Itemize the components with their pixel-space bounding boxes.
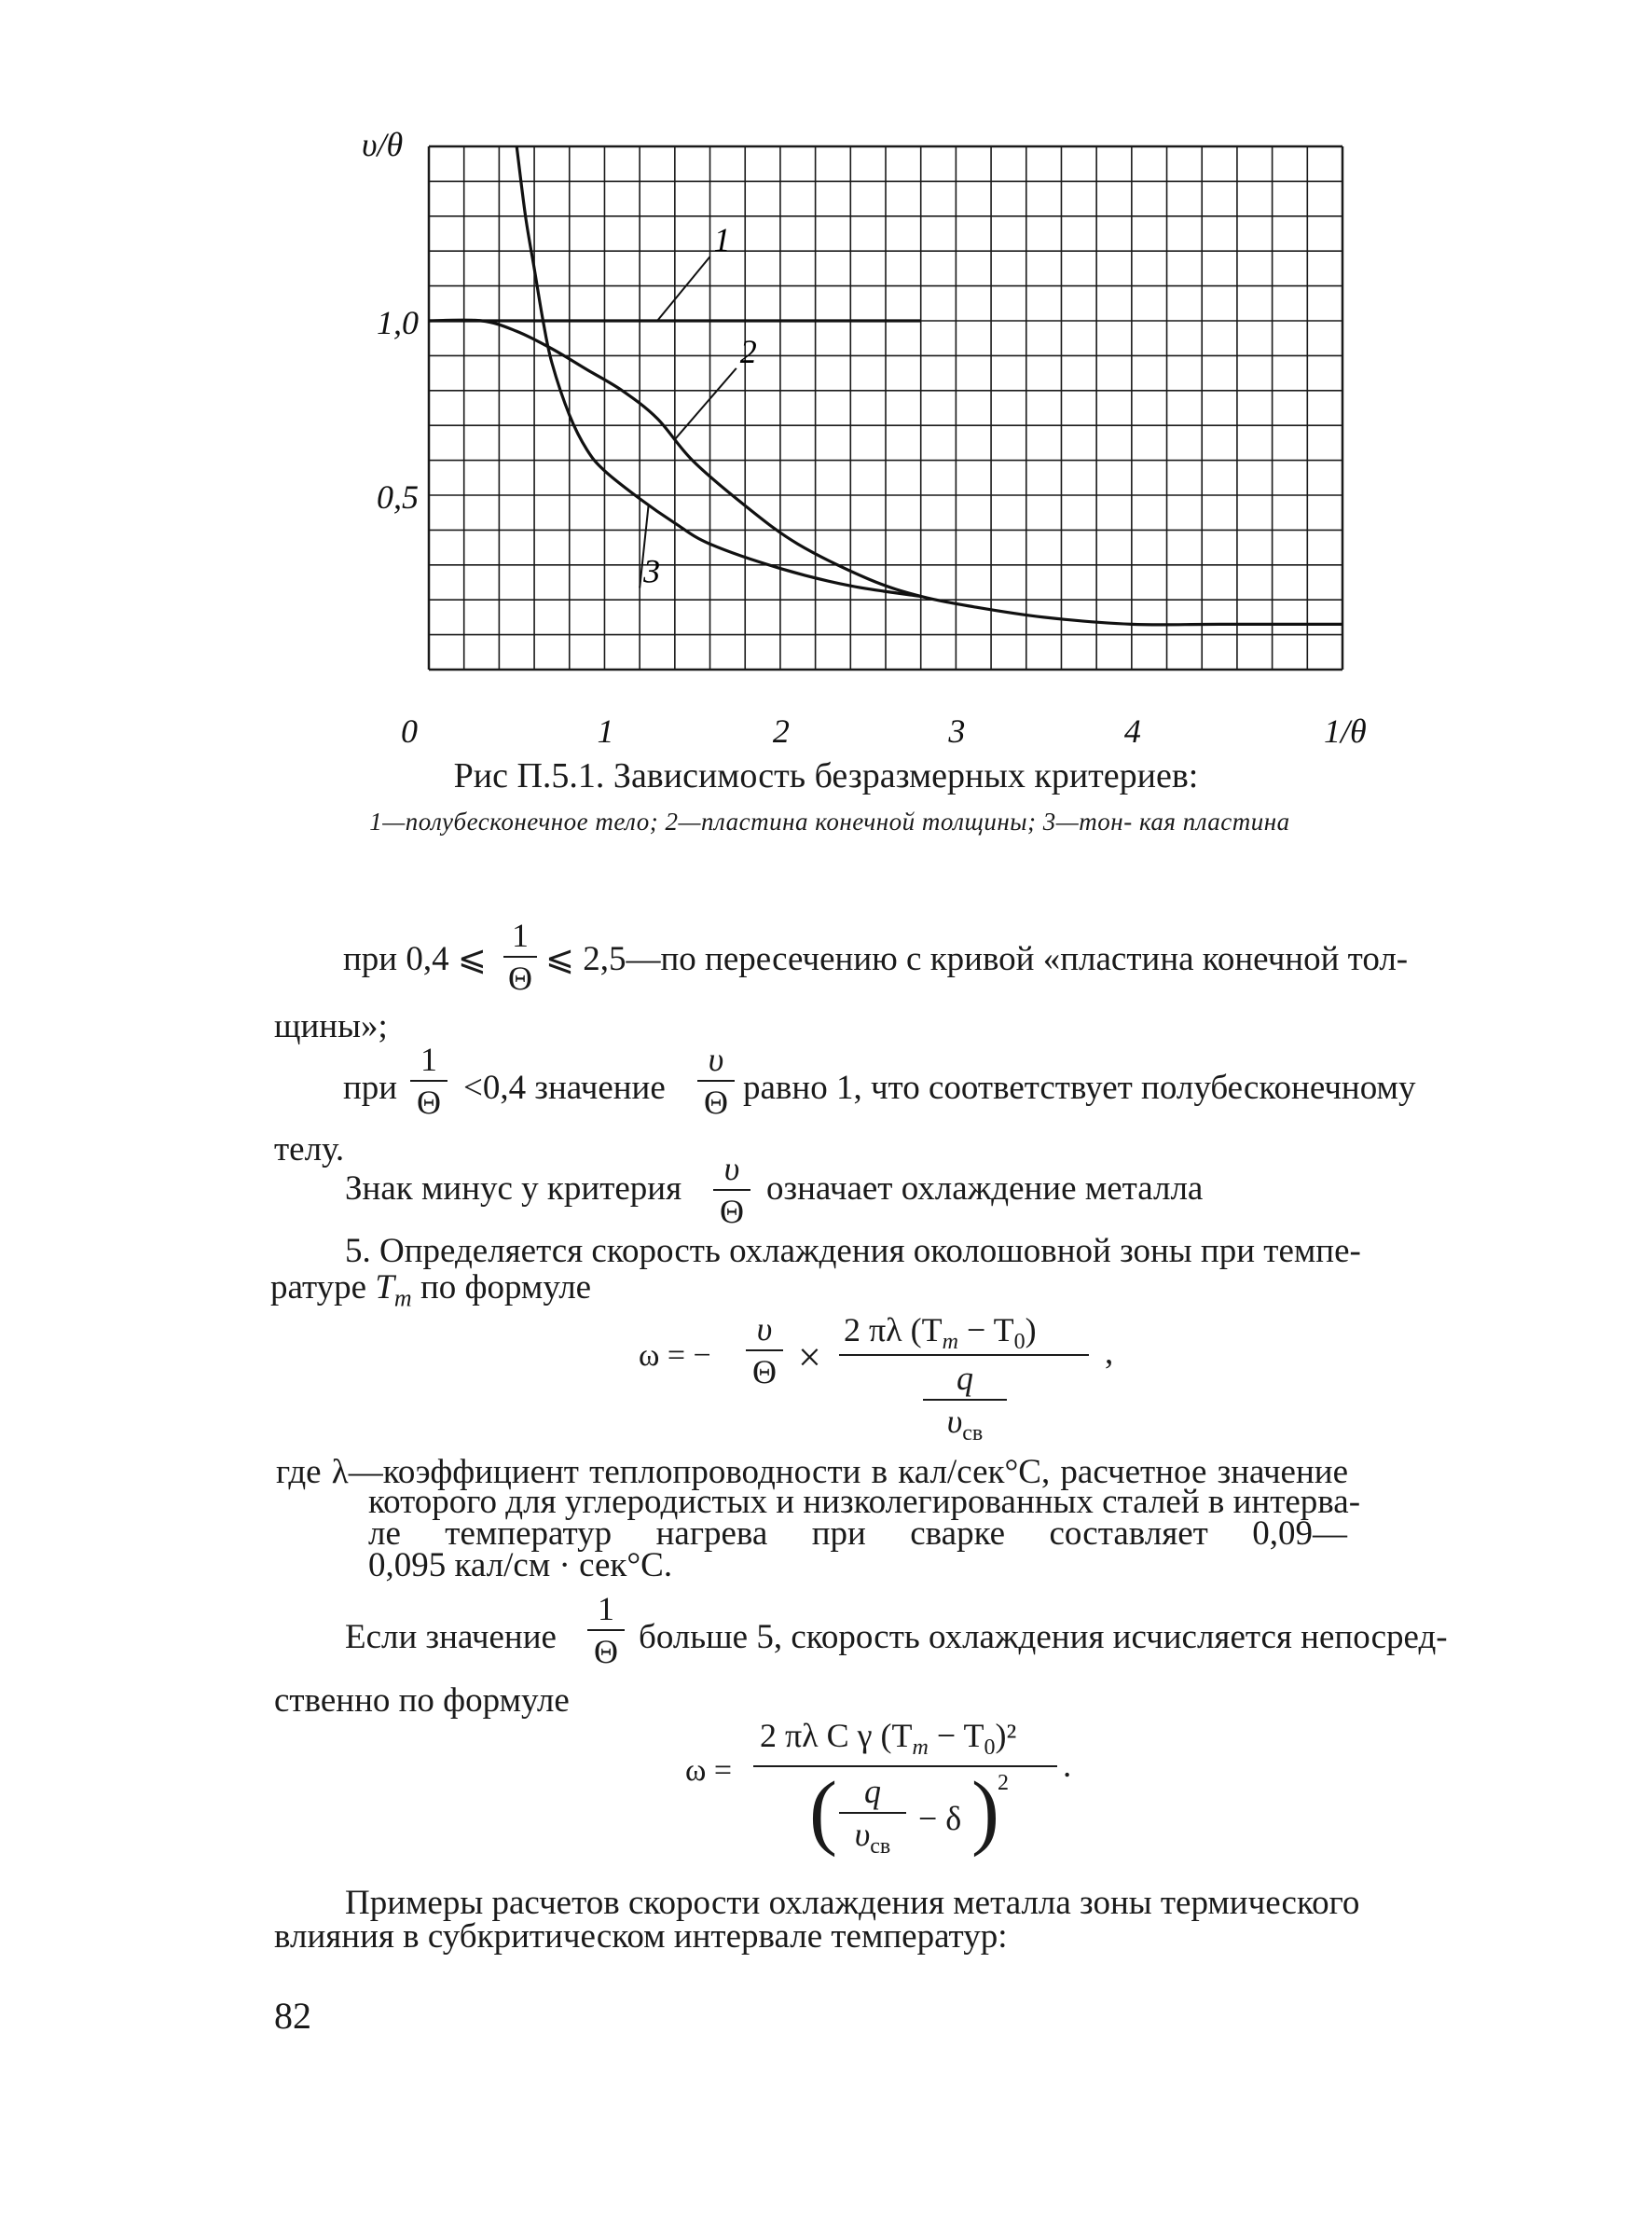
formula2-inner-fraction <box>839 1775 906 1858</box>
p2-cont: телу. <box>274 1130 345 1168</box>
f1-frac-den: Θ <box>752 1353 777 1390</box>
formula1-lhs: ω = − <box>639 1338 711 1373</box>
formula2-paren-close: ) <box>971 1765 999 1858</box>
curve-label-3: 3 <box>643 552 661 590</box>
p1-frac-num: 1 <box>512 917 529 954</box>
formula1-main-bar <box>839 1354 1089 1356</box>
curve-label-2: 2 <box>739 332 757 370</box>
p2-frac-den: Θ <box>417 1084 441 1121</box>
fraction-bar <box>713 1189 750 1191</box>
fraction-bar <box>746 1349 783 1351</box>
p2-start: при <box>343 1069 398 1107</box>
formula2-main-bar <box>753 1765 1057 1767</box>
p2-mid: <0,4 значение <box>463 1069 666 1107</box>
formula2-dot: . <box>1063 1747 1072 1785</box>
f1-vcb-wrap <box>923 1404 1007 1445</box>
f2-vcb-wrap <box>839 1818 906 1858</box>
fraction-bar <box>410 1080 447 1082</box>
f1-num: 2 πλ (T <box>844 1311 943 1348</box>
f2-vcb-sub: св <box>870 1834 891 1860</box>
formula2-minus-delta: − δ <box>918 1800 962 1837</box>
p4-line2 <box>270 1270 591 1310</box>
p4-tm-sub: m <box>393 1284 412 1312</box>
p2-frac-num: 1 <box>420 1041 437 1078</box>
p5-line2: которого для углеродистых и низколегированных сталей в интерва- <box>368 1483 1361 1521</box>
p2-rest: равно 1, что соответствует полубесконечному <box>743 1069 1416 1107</box>
x-tick-label-2: 2 <box>772 712 790 746</box>
p5-line3: ле температур нагрева при сварке составляет 0,09— <box>368 1514 1347 1553</box>
f1-vcb-sub: св <box>962 1421 984 1446</box>
y-axis-label: υ/θ <box>362 126 404 163</box>
curve-label-leader-2 <box>675 368 737 439</box>
p2-frac2-num: υ <box>708 1041 724 1078</box>
x-tick-label-1: 1 <box>597 712 614 746</box>
figure-caption-subtitle: 1—полубесконечное тело; 2—пластина конечной толщины; 3—тон- кая пластина <box>369 808 1290 836</box>
formula1-denominator <box>923 1362 1007 1445</box>
f1-num-sub: m <box>942 1330 958 1355</box>
p2-frac2-den: Θ <box>704 1084 728 1121</box>
f1-vcb: υ <box>946 1403 963 1440</box>
figure-caption-title: Рис П.5.1. Зависимость безразмерных критериев: <box>453 756 1199 795</box>
p1-fraction <box>503 919 537 995</box>
x-axis-label: 1/θ <box>1324 712 1367 746</box>
p3-frac-num: υ <box>723 1150 740 1187</box>
p6-frac-den: Θ <box>594 1633 618 1670</box>
p2-fraction-2 <box>697 1043 735 1119</box>
x-tick-label-4: 4 <box>1123 712 1141 746</box>
p6-frac-num: 1 <box>598 1590 614 1627</box>
p4-word: ратуре <box>270 1268 367 1307</box>
curve-label-1: 1 <box>713 221 731 259</box>
formula2-numerator <box>760 1716 1016 1761</box>
p7-line2: влияния в субкритическом интервале температур: <box>274 1917 1008 1956</box>
f1-frac-num: υ <box>756 1310 773 1348</box>
fraction-bar <box>697 1080 735 1082</box>
p3-rest: означает охлаждение металла <box>766 1169 1204 1208</box>
p6-rest: больше 5, скорость охлаждения исчисляется непосред- <box>639 1618 1448 1656</box>
f2-num-end: )² <box>995 1717 1017 1754</box>
f2-num-sub: m <box>912 1735 929 1761</box>
fraction-bar <box>923 1399 1007 1401</box>
f1-num-sub0: 0 <box>1013 1330 1026 1355</box>
p5-line1: где λ—коэффициент теплопроводности в кал/сек°С, расчетное значение <box>276 1453 1348 1491</box>
curve-series-3 <box>516 146 920 596</box>
f1-num-end: ) <box>1025 1311 1037 1348</box>
p3-frac-den: Θ <box>720 1193 744 1230</box>
fraction-bar <box>503 956 537 958</box>
origin-label: 0 <box>401 712 418 746</box>
f1-q: q <box>957 1360 973 1397</box>
f2-num-sub0: 0 <box>984 1735 996 1761</box>
page-number: 82 <box>274 1995 311 2037</box>
formula2-lhs: ω = <box>685 1753 733 1788</box>
x-tick-label-3: 3 <box>948 712 966 746</box>
p1-cont: щины»; <box>274 1007 388 1045</box>
p4-line1: 5. Определяется скорость охлаждения околошовной зоны при темпе- <box>345 1232 1361 1270</box>
p2-fraction-1 <box>410 1043 447 1119</box>
f2-q: q <box>864 1773 881 1810</box>
f2-vcb: υ <box>854 1816 871 1853</box>
formula1-numerator <box>844 1310 1037 1355</box>
y-tick-label-0,5: 0,5 <box>377 478 419 516</box>
chart-labels <box>362 126 1367 746</box>
p3-fraction <box>713 1152 750 1228</box>
fraction-bar <box>839 1812 906 1814</box>
figure-chart <box>0 0 1652 746</box>
p6-fraction <box>587 1592 625 1668</box>
f2-num: 2 πλ C γ (T <box>760 1717 913 1754</box>
f1-num-rest: − T <box>957 1311 1014 1348</box>
fraction-bar <box>587 1629 625 1631</box>
formula2-paren-open: ( <box>809 1765 837 1858</box>
p1-start: при 0,4 ⩽ <box>343 940 487 978</box>
p5-line4: 0,095 кал/см · сек°С. <box>368 1546 673 1584</box>
p3-start: Знак минус у критерия <box>345 1169 682 1208</box>
formula2-square: 2 <box>998 1771 1009 1795</box>
y-tick-label-1,0: 1,0 <box>377 304 419 341</box>
p1-frac-den: Θ <box>508 960 532 997</box>
p1-rest: ⩽ 2,5—по пересечению с кривой «пластина конечной тол- <box>545 940 1409 978</box>
curve-label-leader-1 <box>657 256 710 321</box>
p6-cont: ственно по формуле <box>274 1681 570 1720</box>
p6-start: Если значение <box>345 1618 557 1656</box>
f2-num-rest: − T <box>928 1717 984 1754</box>
formula1-times: × <box>798 1334 821 1380</box>
p4-tail: по формуле <box>420 1268 592 1307</box>
formula1-comma: , <box>1105 1334 1114 1372</box>
p4-tm: T <box>375 1268 394 1307</box>
p7-line1: Примеры расчетов скорости охлаждения металла зоны термического <box>345 1884 1360 1922</box>
formula1-fraction-v-theta <box>746 1312 783 1389</box>
